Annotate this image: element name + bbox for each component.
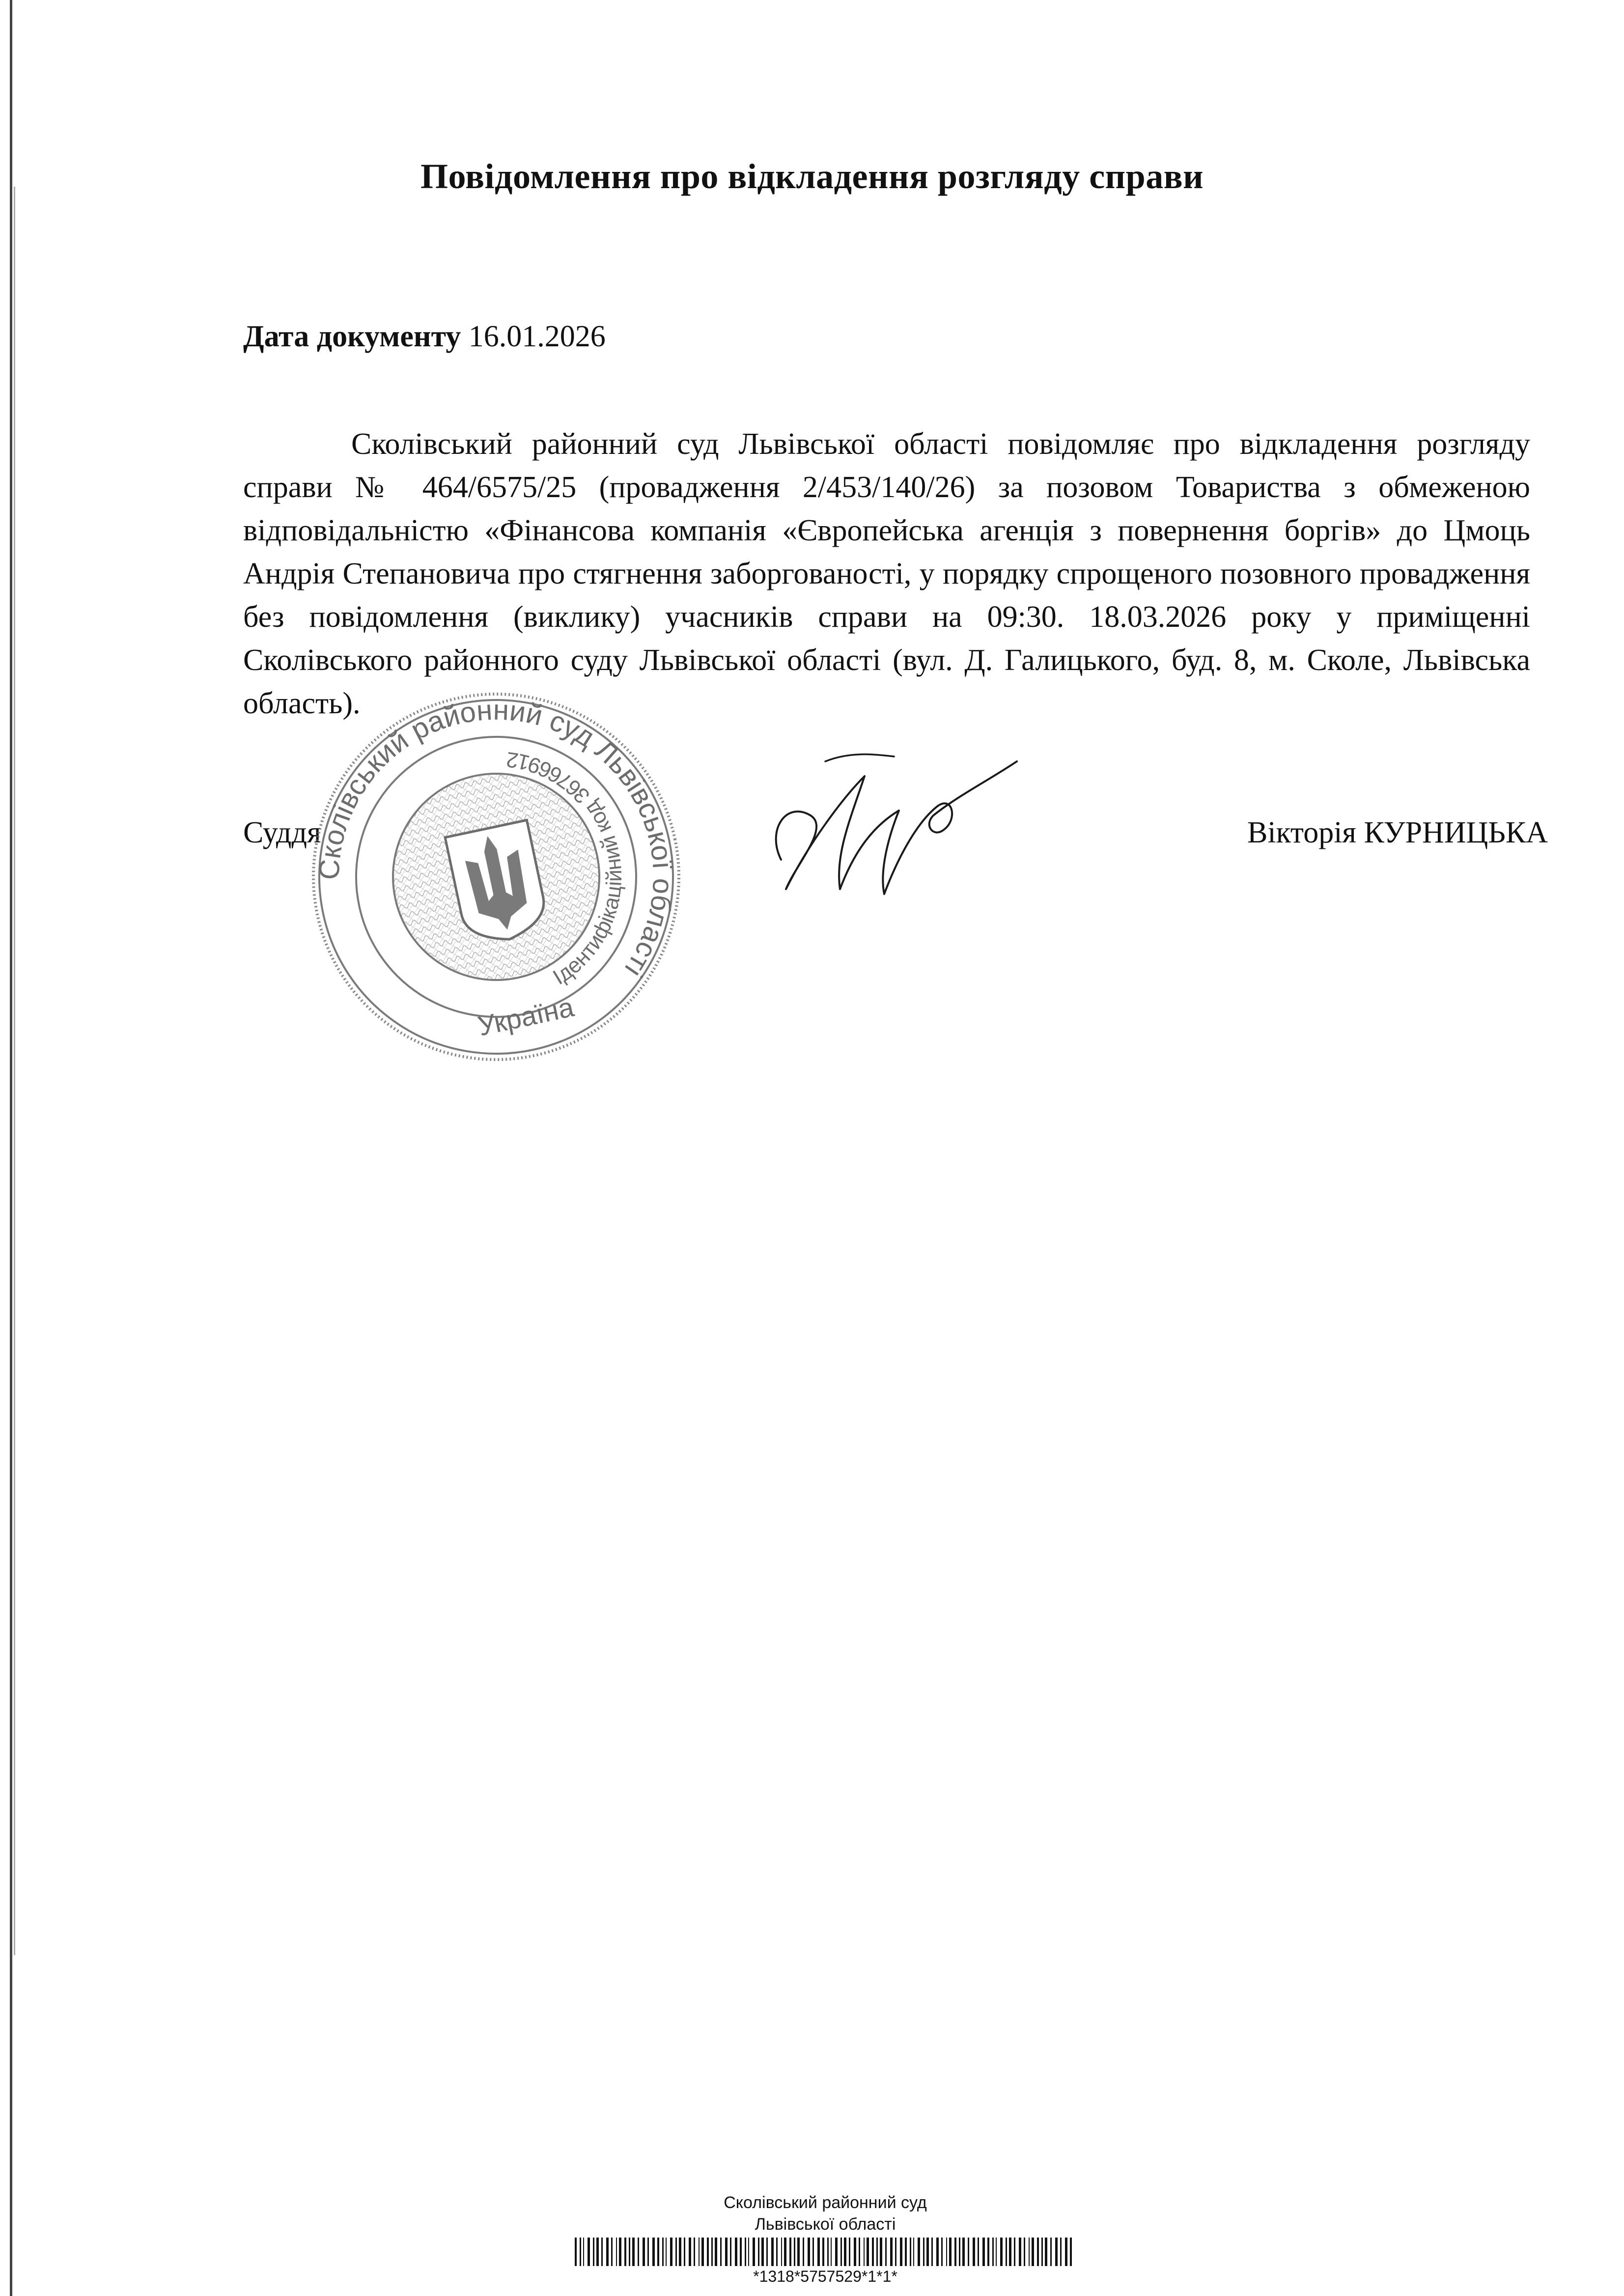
- barcode-bar: [978, 2238, 979, 2266]
- barcode-bar: [931, 2238, 933, 2266]
- notice-body: Сколівський районний суд Львівської області повідомляє про відкладення розгляду справи № 464/6575/25 (провадження 2/453/140/26) за позовом Товариства з обмеженою відповідальністю «Фінансова компанія «Європейська агенція з повернення боргів» до Цмоць Андрія Степановича про стягнення заборгованості, у порядку спрощеного позовного провадження без повідомлення (виклику) учасників справи на 09:30. 18.03.2026 року у приміщенні Сколівського районного суду Львівської області (вул. Д. Галицького, буд. 8, м. Сколе, Львівська область).: [243, 427, 1530, 720]
- barcode-bar: [831, 2238, 832, 2266]
- barcode-bar: [1029, 2238, 1030, 2266]
- barcode-bar: [996, 2238, 997, 2266]
- barcode-bar: [840, 2238, 842, 2266]
- barcode-bar: [601, 2238, 603, 2266]
- barcode-bar: [657, 2238, 659, 2266]
- barcode-bar: [910, 2238, 911, 2266]
- barcode-bar: [1045, 2238, 1047, 2266]
- barcode-bar: [575, 2238, 577, 2266]
- stamp-inner-text: Ідентифікаційний код 36766912: [504, 747, 627, 990]
- court-stamp: [307, 688, 685, 1066]
- barcode-bar: [987, 2238, 989, 2266]
- barcode-bar: [684, 2238, 685, 2266]
- barcode-bar: [588, 2238, 590, 2266]
- footer-court-line1: Сколівський районний суд: [724, 2193, 927, 2212]
- barcode-bar: [885, 2238, 887, 2266]
- barcode-bar: [1041, 2238, 1043, 2266]
- barcode-bar: [808, 2238, 810, 2266]
- barcode-bar: [849, 2238, 850, 2266]
- barcode-bar: [923, 2238, 924, 2266]
- barcode-bar: [1037, 2238, 1039, 2266]
- barcode-bar: [926, 2238, 929, 2266]
- barcode-bar: [624, 2238, 626, 2266]
- barcode-bar: [946, 2238, 947, 2266]
- barcode-bar: [583, 2238, 584, 2266]
- barcode-bar: [880, 2238, 882, 2266]
- barcode-bar: [740, 2238, 742, 2266]
- footer-court-name: [565, 2192, 1086, 2235]
- judge-name: Вікторія КУРНИЦЬКА: [1247, 816, 1548, 849]
- barcode-bar: [748, 2238, 749, 2266]
- barcode-bar: [941, 2238, 943, 2266]
- barcode-bar: [715, 2238, 717, 2266]
- barcode-bar: [1032, 2238, 1034, 2266]
- barcode-bar: [872, 2238, 874, 2266]
- barcode-bar: [730, 2238, 731, 2266]
- footer-court-line2: Львівської області: [755, 2215, 896, 2234]
- barcode-bar: [766, 2238, 768, 2266]
- barcode-bar: [827, 2238, 829, 2266]
- barcode-bar: [643, 2238, 645, 2266]
- barcode-bar: [905, 2238, 907, 2266]
- barcode-bar: [844, 2238, 846, 2266]
- barcode-bar: [1024, 2238, 1025, 2266]
- scan-edge: [10, 0, 12, 2296]
- barcode-bar: [900, 2238, 902, 2266]
- barcode-bar: [632, 2238, 635, 2266]
- barcode-bar: [876, 2238, 878, 2266]
- barcode-bar: [864, 2238, 865, 2266]
- barcode-bar: [776, 2238, 778, 2266]
- judge-signature: [752, 742, 1027, 904]
- judge-label: Суддя: [243, 816, 321, 849]
- barcode-bar: [1050, 2238, 1052, 2266]
- barcode-bar: [611, 2238, 613, 2266]
- barcode-bar: [761, 2238, 764, 2266]
- stamp-outer-text: Сколівський районний суд Львівської області: [313, 694, 679, 983]
- barcode-bar: [666, 2238, 667, 2266]
- barcode-bar: [918, 2238, 920, 2266]
- barcode-bar: [1006, 2238, 1007, 2266]
- barcode-bar: [913, 2238, 914, 2266]
- barcode-bar: [992, 2238, 994, 2266]
- document-barcode: [575, 2238, 1076, 2266]
- barcode-bar: [771, 2238, 774, 2266]
- barcode-bar: [1014, 2238, 1015, 2266]
- barcode-bar: [694, 2238, 695, 2266]
- barcode-bar: [973, 2238, 975, 2266]
- barcode-bar: [689, 2238, 691, 2266]
- barcode-bar: [835, 2238, 838, 2266]
- barcode-bar: [797, 2238, 800, 2266]
- barcode-bar: [968, 2238, 969, 2266]
- barcode-bar: [962, 2238, 965, 2266]
- barcode-bar: [701, 2238, 704, 2266]
- barcode-bar: [735, 2238, 737, 2266]
- barcode-bar: [1055, 2238, 1058, 2266]
- barcode-bar: [1060, 2238, 1062, 2266]
- barcode-bar: [895, 2238, 896, 2266]
- barcode-bar: [1065, 2238, 1067, 2266]
- barcode-bar: [670, 2238, 672, 2266]
- barcode-bar: [812, 2238, 814, 2266]
- barcode-bar: [606, 2238, 609, 2266]
- barcode-bar: [1000, 2238, 1003, 2266]
- barcode-bar: [949, 2238, 952, 2266]
- barcode-bar: [647, 2238, 649, 2266]
- barcode-bar: [781, 2238, 782, 2266]
- barcode-bar: [959, 2238, 960, 2266]
- barcode-bar: [619, 2238, 621, 2266]
- barcode-bar: [867, 2238, 869, 2266]
- barcode-bar: [784, 2238, 786, 2266]
- barcode-bar: [745, 2238, 746, 2266]
- barcode-bar: [638, 2238, 639, 2266]
- barcode-bar: [616, 2238, 617, 2266]
- barcode-bar: [707, 2238, 709, 2266]
- document-title: Повідомлення про відкладення розгляду справи: [420, 157, 1204, 196]
- barcode-bar: [1070, 2238, 1072, 2266]
- barcode-bar: [596, 2238, 599, 2266]
- scan-edge-shadow: [14, 187, 15, 1955]
- barcode-bar: [789, 2238, 791, 2266]
- barcode-bar: [593, 2238, 594, 2266]
- date-label: Дата документу: [243, 320, 461, 353]
- barcode-bar: [679, 2238, 681, 2266]
- stamp-bottom-text: Україна: [475, 991, 577, 1042]
- barcode-bar: [720, 2238, 722, 2266]
- barcode-bar: [711, 2238, 713, 2266]
- barcode-bar: [1019, 2238, 1021, 2266]
- barcode-bar: [675, 2238, 677, 2266]
- date-value: 16.01.2026: [468, 320, 606, 353]
- barcode-bar: [758, 2238, 759, 2266]
- barcode-bar: [954, 2238, 956, 2266]
- barcode-bar: [580, 2238, 581, 2266]
- barcode-bar: [859, 2238, 860, 2266]
- barcode-bar: [699, 2238, 700, 2266]
- barcode-bar: [662, 2238, 664, 2266]
- barcode-bar: [890, 2238, 893, 2266]
- barcode-bar: [982, 2238, 985, 2266]
- barcode-bar: [803, 2238, 804, 2266]
- barcode-bar: [794, 2238, 795, 2266]
- barcode-bar: [817, 2238, 820, 2266]
- barcode-bar: [854, 2238, 856, 2266]
- barcode-bar: [936, 2238, 939, 2266]
- document-date: [243, 319, 606, 354]
- barcode-bar: [629, 2238, 630, 2266]
- barcode-bar: [822, 2238, 824, 2266]
- barcode-bar: [753, 2238, 755, 2266]
- barcode-number: *1318*5757529*1*1*: [753, 2268, 897, 2285]
- barcode-bar: [725, 2238, 728, 2266]
- barcode-bar: [652, 2238, 655, 2266]
- barcode-bar: [1009, 2238, 1011, 2266]
